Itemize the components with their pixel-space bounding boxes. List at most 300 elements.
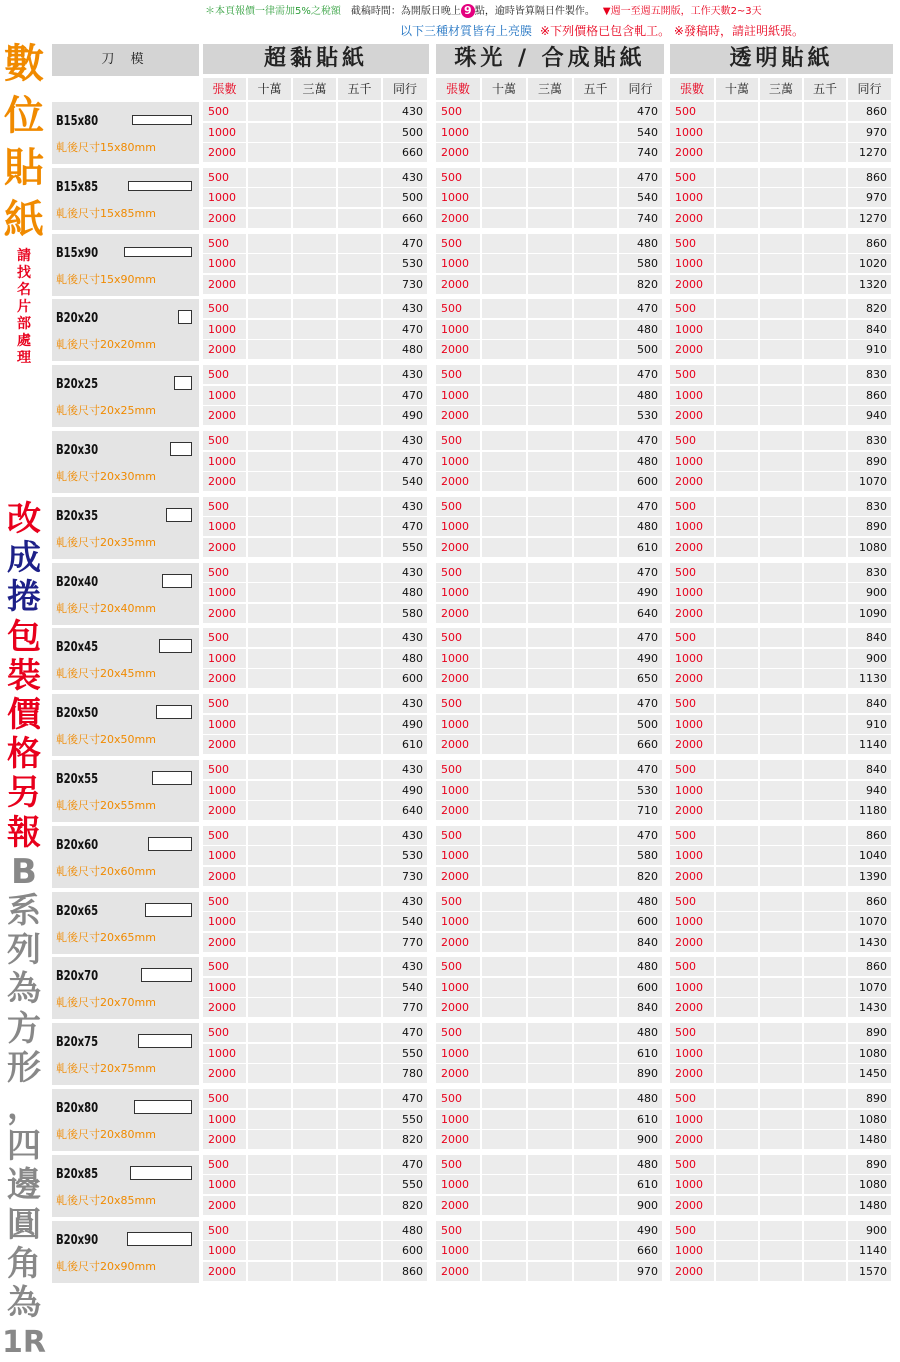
- empty-cell: [293, 826, 336, 845]
- table-row: [0, 1089, 900, 1151]
- knife-cell: [52, 1089, 199, 1151]
- empty-cell: [716, 452, 758, 471]
- empty-cell: [248, 320, 291, 339]
- size-value: 15x85mm: [100, 206, 156, 220]
- empty-cell: [482, 735, 526, 754]
- price-group: [670, 563, 893, 625]
- sub-header-cell: 同行: [619, 78, 662, 100]
- size-prefix: 軋後尺寸: [56, 799, 100, 812]
- price-cell: 610: [619, 1044, 662, 1063]
- empty-cell: [338, 998, 381, 1017]
- price-cell: 840: [619, 933, 662, 952]
- price-cell: 610: [383, 735, 427, 754]
- empty-cell: [804, 826, 846, 845]
- empty-cell: [716, 563, 758, 582]
- empty-cell: [338, 1023, 381, 1042]
- empty-cell: [248, 102, 291, 121]
- qty-cell: 2000: [670, 275, 714, 294]
- price-cell: 1140: [848, 735, 891, 754]
- empty-cell: [482, 1175, 526, 1194]
- price-group: [670, 694, 893, 756]
- price-cell: 1070: [848, 978, 891, 997]
- empty-cell: [293, 1064, 336, 1083]
- price-cell: 860: [383, 1262, 427, 1281]
- price-cell: 610: [619, 1110, 662, 1129]
- size-value: 15x80mm: [100, 141, 156, 154]
- table-row: [0, 299, 900, 361]
- empty-cell: [804, 406, 846, 425]
- qty-cell: 1000: [436, 649, 480, 668]
- price-group: [203, 694, 429, 756]
- empty-cell: [528, 1196, 572, 1215]
- empty-cell: [482, 299, 526, 318]
- knife-shape: [141, 968, 192, 982]
- knife-size: [56, 665, 156, 681]
- empty-cell: [528, 1089, 572, 1108]
- qty-cell: 2000: [670, 669, 714, 688]
- knife-cell: [52, 102, 199, 164]
- qty-cell: 500: [436, 563, 480, 582]
- qty-cell: 500: [203, 431, 246, 450]
- empty-cell: [528, 1155, 572, 1174]
- empty-cell: [804, 275, 846, 294]
- price-cell: 830: [848, 497, 891, 516]
- empty-cell: [248, 1221, 291, 1240]
- qty-cell: 500: [436, 892, 480, 911]
- empty-cell: [338, 1262, 381, 1281]
- qty-cell: 1000: [670, 1175, 714, 1194]
- price-group: [670, 299, 893, 361]
- price-cell: 600: [383, 1241, 427, 1260]
- empty-cell: [528, 694, 572, 713]
- empty-cell: [760, 735, 802, 754]
- empty-cell: [338, 431, 381, 450]
- empty-cell: [804, 583, 846, 602]
- qty-cell: 1000: [436, 254, 480, 273]
- price-cell: 710: [619, 801, 662, 820]
- qty-cell: 1000: [203, 912, 246, 931]
- knife-size: [56, 929, 156, 945]
- empty-cell: [293, 1110, 336, 1129]
- empty-cell: [528, 1110, 572, 1129]
- empty-cell: [574, 1089, 617, 1108]
- empty-cell: [482, 1089, 526, 1108]
- empty-cell: [338, 563, 381, 582]
- empty-cell: [248, 563, 291, 582]
- empty-cell: [574, 1175, 617, 1194]
- empty-cell: [760, 143, 802, 162]
- empty-cell: [574, 1130, 617, 1149]
- price-cell: 470: [383, 320, 427, 339]
- empty-cell: [804, 957, 846, 976]
- empty-cell: [338, 735, 381, 754]
- qty-cell: 2000: [670, 406, 714, 425]
- qty-cell: 2000: [203, 209, 246, 228]
- qty-cell: 500: [670, 760, 714, 779]
- empty-cell: [482, 1044, 526, 1063]
- knife-name: B20x80: [56, 1101, 99, 1116]
- price-cell: 470: [383, 452, 427, 471]
- empty-cell: [248, 649, 291, 668]
- knife-size: [56, 1126, 156, 1142]
- empty-cell: [528, 254, 572, 273]
- qty-cell: 500: [203, 497, 246, 516]
- knife-size: [56, 139, 156, 155]
- price-cell: 660: [619, 735, 662, 754]
- sub-header-cell: 三萬: [293, 78, 336, 100]
- title-char: 紙: [4, 197, 44, 243]
- price-group: [670, 826, 893, 888]
- empty-cell: [528, 801, 572, 820]
- sub-header-cell: 張數: [203, 78, 246, 100]
- empty-cell: [482, 431, 526, 450]
- price-cell: 540: [383, 912, 427, 931]
- qty-cell: 2000: [203, 735, 246, 754]
- qty-cell: 1000: [436, 517, 480, 536]
- qty-cell: 500: [203, 563, 246, 582]
- empty-cell: [760, 1221, 802, 1240]
- empty-cell: [293, 1023, 336, 1042]
- qty-cell: 2000: [203, 801, 246, 820]
- price-group: [670, 1155, 893, 1217]
- knife-cell: [52, 168, 199, 230]
- empty-cell: [248, 912, 291, 931]
- sub-header-cell: 同行: [848, 78, 891, 100]
- price-cell: 470: [619, 497, 662, 516]
- empty-cell: [293, 1196, 336, 1215]
- empty-cell: [760, 892, 802, 911]
- empty-cell: [574, 846, 617, 865]
- price-cell: 660: [383, 143, 427, 162]
- empty-cell: [574, 563, 617, 582]
- empty-cell: [293, 143, 336, 162]
- empty-cell: [338, 801, 381, 820]
- qty-cell: 1000: [203, 715, 246, 734]
- empty-cell: [716, 168, 758, 187]
- empty-cell: [293, 912, 336, 931]
- empty-cell: [528, 649, 572, 668]
- empty-cell: [716, 431, 758, 450]
- empty-cell: [293, 452, 336, 471]
- price-cell: 430: [383, 563, 427, 582]
- empty-cell: [338, 517, 381, 536]
- qty-cell: 2000: [670, 867, 714, 886]
- qty-cell: 500: [670, 1023, 714, 1042]
- size-prefix: 軋後尺寸: [56, 404, 100, 418]
- price-cell: 430: [383, 892, 427, 911]
- qty-cell: 1000: [436, 715, 480, 734]
- empty-cell: [760, 912, 802, 931]
- empty-cell: [716, 517, 758, 536]
- empty-cell: [338, 1130, 381, 1149]
- empty-cell: [338, 604, 381, 623]
- empty-cell: [716, 406, 758, 425]
- empty-cell: [574, 365, 617, 384]
- empty-cell: [248, 538, 291, 557]
- empty-cell: [338, 957, 381, 976]
- price-cell: 430: [383, 760, 427, 779]
- empty-cell: [248, 386, 291, 405]
- subtitle-char: 找: [17, 265, 31, 281]
- qty-cell: 500: [436, 826, 480, 845]
- price-cell: 890: [848, 1023, 891, 1042]
- empty-cell: [804, 649, 846, 668]
- table-row: [0, 1155, 900, 1217]
- empty-cell: [760, 563, 802, 582]
- empty-cell: [804, 1064, 846, 1083]
- price-group: [436, 892, 664, 954]
- empty-cell: [716, 957, 758, 976]
- qty-cell: 500: [203, 694, 246, 713]
- empty-cell: [528, 538, 572, 557]
- empty-cell: [804, 143, 846, 162]
- price-cell: 500: [383, 123, 427, 142]
- empty-cell: [716, 760, 758, 779]
- empty-cell: [574, 912, 617, 931]
- notice-char: 為: [7, 969, 41, 1010]
- size-prefix: 軋後尺寸: [56, 996, 100, 1010]
- empty-cell: [248, 234, 291, 253]
- price-cell: 490: [383, 406, 427, 425]
- price-cell: 940: [848, 781, 891, 800]
- notice-char: 報: [7, 812, 41, 853]
- price-cell: 830: [848, 365, 891, 384]
- price-group: [436, 497, 664, 559]
- price-cell: 470: [383, 517, 427, 536]
- price-group: [203, 563, 429, 625]
- qty-cell: 500: [670, 1089, 714, 1108]
- empty-cell: [482, 143, 526, 162]
- price-cell: 550: [383, 1044, 427, 1063]
- qty-cell: 2000: [436, 933, 480, 952]
- qty-cell: 500: [203, 1155, 246, 1174]
- sub-header-cell: 十萬: [248, 78, 291, 100]
- price-group: [436, 299, 664, 361]
- subtitle-char: 處: [17, 333, 31, 349]
- price-cell: 430: [383, 497, 427, 516]
- empty-cell: [716, 933, 758, 952]
- empty-cell: [482, 669, 526, 688]
- price-cell: 500: [619, 715, 662, 734]
- empty-cell: [293, 123, 336, 142]
- price-cell: 480: [383, 649, 427, 668]
- qty-cell: 500: [670, 1155, 714, 1174]
- empty-cell: [716, 1262, 758, 1281]
- qty-cell: 1000: [203, 649, 246, 668]
- sub-header-cell: 三萬: [760, 78, 802, 100]
- empty-cell: [760, 1262, 802, 1281]
- empty-cell: [716, 1155, 758, 1174]
- qty-cell: 500: [670, 365, 714, 384]
- qty-cell: 1000: [203, 320, 246, 339]
- qty-cell: 1000: [436, 188, 480, 207]
- price-cell: 550: [383, 1110, 427, 1129]
- empty-cell: [716, 781, 758, 800]
- empty-cell: [528, 340, 572, 359]
- price-cell: 470: [619, 628, 662, 647]
- price-cell: 470: [619, 826, 662, 845]
- knife-size: [56, 205, 156, 221]
- empty-cell: [248, 892, 291, 911]
- knife-name: B20x35: [56, 508, 99, 524]
- sub-header-row: [670, 78, 893, 100]
- empty-cell: [716, 102, 758, 121]
- price-cell: 600: [619, 472, 662, 491]
- empty-cell: [248, 1130, 291, 1149]
- knife-size: [56, 1192, 156, 1208]
- price-cell: 1320: [848, 275, 891, 294]
- empty-cell: [716, 846, 758, 865]
- price-group: [670, 497, 893, 559]
- sub-header-cell: 張數: [670, 78, 714, 100]
- empty-cell: [760, 234, 802, 253]
- empty-cell: [293, 275, 336, 294]
- qty-cell: 1000: [670, 912, 714, 931]
- empty-cell: [482, 867, 526, 886]
- notice-char: 形: [7, 1047, 41, 1088]
- price-cell: 480: [383, 340, 427, 359]
- qty-cell: 2000: [203, 406, 246, 425]
- empty-cell: [248, 406, 291, 425]
- empty-cell: [760, 168, 802, 187]
- price-cell: 1090: [848, 604, 891, 623]
- empty-cell: [574, 1110, 617, 1129]
- empty-cell: [528, 431, 572, 450]
- empty-cell: [482, 781, 526, 800]
- qty-cell: 500: [436, 168, 480, 187]
- empty-cell: [574, 801, 617, 820]
- empty-cell: [804, 628, 846, 647]
- empty-cell: [482, 168, 526, 187]
- price-cell: 600: [619, 978, 662, 997]
- empty-cell: [528, 1221, 572, 1240]
- price-cell: 430: [383, 694, 427, 713]
- knife-name: B20x55: [56, 772, 99, 787]
- title-char: 位: [4, 93, 44, 139]
- price-cell: 480: [619, 452, 662, 471]
- price-group: [436, 1155, 664, 1217]
- qty-cell: 2000: [436, 867, 480, 886]
- knife-shape: [162, 574, 192, 588]
- empty-cell: [248, 123, 291, 142]
- empty-cell: [338, 978, 381, 997]
- knife-cell: [52, 628, 199, 690]
- price-cell: 1270: [848, 143, 891, 162]
- qty-cell: 1000: [436, 452, 480, 471]
- empty-cell: [528, 123, 572, 142]
- qty-cell: 2000: [436, 538, 480, 557]
- empty-cell: [528, 234, 572, 253]
- size-value: 20x75mm: [100, 1062, 156, 1076]
- empty-cell: [482, 1023, 526, 1042]
- empty-cell: [574, 275, 617, 294]
- empty-cell: [716, 1196, 758, 1215]
- price-cell: 860: [848, 826, 891, 845]
- price-cell: 540: [383, 978, 427, 997]
- price-cell: 430: [383, 826, 427, 845]
- empty-cell: [528, 978, 572, 997]
- empty-cell: [338, 299, 381, 318]
- price-cell: 640: [383, 801, 427, 820]
- empty-cell: [248, 188, 291, 207]
- price-cell: 1450: [848, 1064, 891, 1083]
- empty-cell: [804, 801, 846, 820]
- notice-char: 另: [7, 773, 41, 814]
- qty-cell: 500: [436, 1023, 480, 1042]
- empty-cell: [574, 102, 617, 121]
- empty-cell: [574, 933, 617, 952]
- empty-cell: [482, 760, 526, 779]
- sub-header-cell: 三萬: [528, 78, 572, 100]
- size-value: 20x30mm: [100, 470, 156, 483]
- empty-cell: [804, 1175, 846, 1194]
- size-value: 20x45mm: [100, 667, 156, 681]
- price-cell: 770: [383, 998, 427, 1017]
- knife-shape: [127, 1232, 192, 1246]
- empty-cell: [716, 365, 758, 384]
- knife-cell: [52, 892, 199, 954]
- empty-cell: [293, 801, 336, 820]
- empty-cell: [338, 123, 381, 142]
- price-cell: 840: [848, 694, 891, 713]
- empty-cell: [716, 715, 758, 734]
- empty-cell: [716, 1044, 758, 1063]
- price-cell: 860: [848, 168, 891, 187]
- price-cell: 430: [383, 299, 427, 318]
- empty-cell: [804, 1155, 846, 1174]
- empty-cell: [248, 472, 291, 491]
- price-cell: 730: [383, 275, 427, 294]
- qty-cell: 500: [436, 431, 480, 450]
- size-value: 20x65mm: [100, 930, 156, 944]
- table-row: [0, 760, 900, 822]
- size-value: 20x55mm: [100, 799, 156, 812]
- empty-cell: [293, 735, 336, 754]
- qty-cell: 500: [436, 365, 480, 384]
- price-cell: 1080: [848, 1175, 891, 1194]
- empty-cell: [804, 386, 846, 405]
- empty-cell: [804, 867, 846, 886]
- price-cell: 430: [383, 102, 427, 121]
- empty-cell: [482, 209, 526, 228]
- empty-cell: [716, 472, 758, 491]
- empty-cell: [293, 669, 336, 688]
- empty-cell: [293, 497, 336, 516]
- empty-cell: [760, 431, 802, 450]
- empty-cell: [248, 1155, 291, 1174]
- empty-cell: [248, 497, 291, 516]
- sub-header-cell: 同行: [383, 78, 427, 100]
- size-prefix: 軋後尺寸: [56, 930, 100, 944]
- price-group: [203, 234, 429, 296]
- qty-cell: 2000: [203, 275, 246, 294]
- empty-cell: [574, 209, 617, 228]
- knife-shape: [124, 247, 192, 257]
- price-cell: 840: [619, 998, 662, 1017]
- qty-cell: 500: [436, 1089, 480, 1108]
- qty-cell: 1000: [670, 517, 714, 536]
- price-cell: 470: [619, 694, 662, 713]
- empty-cell: [574, 1023, 617, 1042]
- knife-size: [56, 402, 156, 418]
- empty-cell: [528, 1064, 572, 1083]
- empty-cell: [716, 735, 758, 754]
- size-prefix: 軋後尺寸: [56, 1128, 100, 1141]
- empty-cell: [716, 998, 758, 1017]
- empty-cell: [293, 1044, 336, 1063]
- knife-shape: [156, 705, 192, 719]
- empty-cell: [574, 1155, 617, 1174]
